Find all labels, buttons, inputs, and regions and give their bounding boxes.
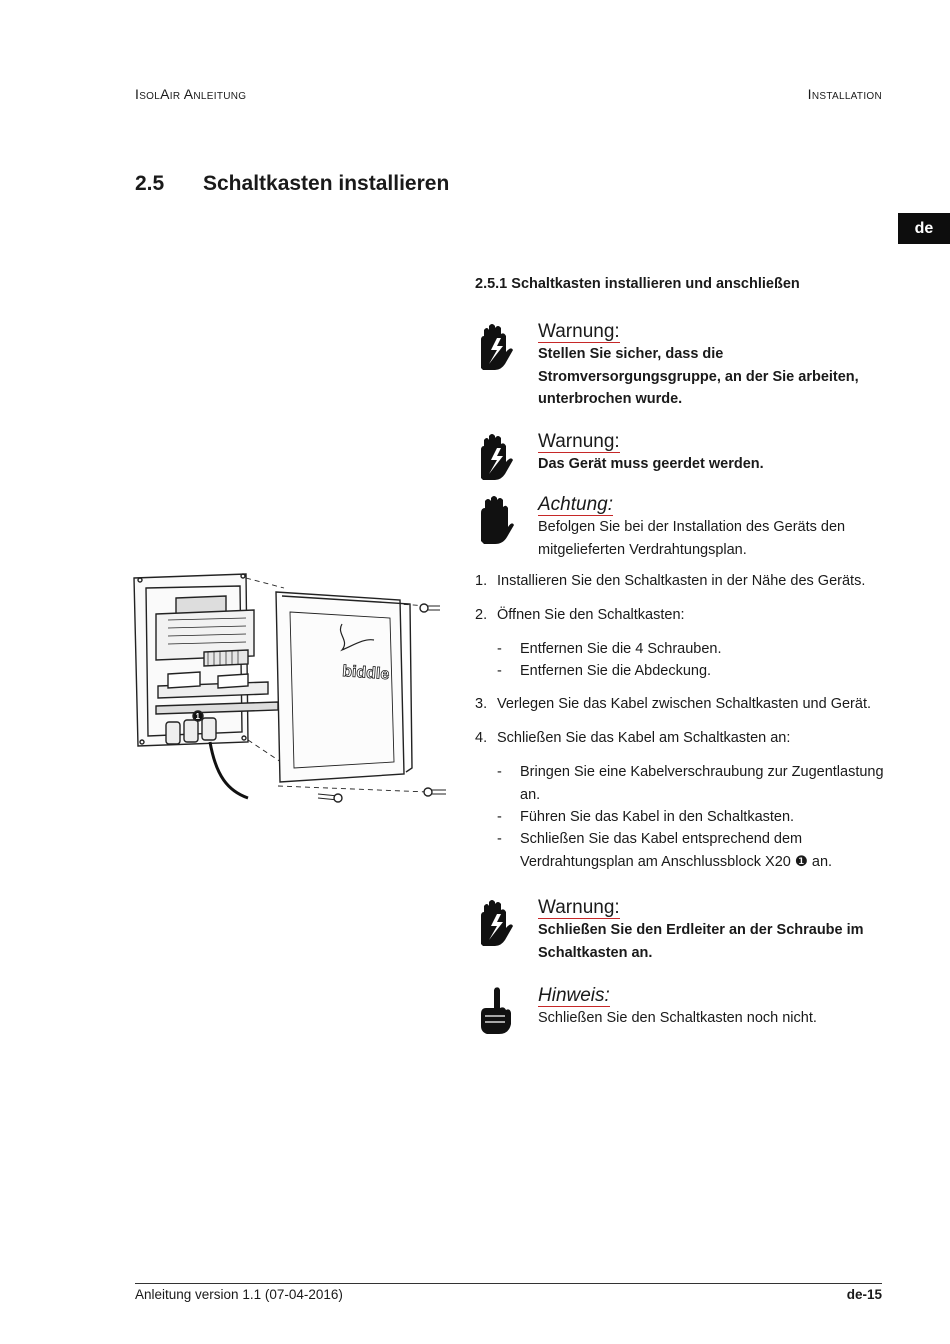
substep-text: Entfernen Sie die Abdeckung. [520,663,712,679]
substep-text: Schließen Sie das Kabel entsprechend dem Verdrahtungsplan am Anschlussblock X20 ❶ an. [520,831,833,870]
running-header-title: IsolAir Anleitung [135,86,247,102]
step-item [475,604,895,627]
notice-text: Befolgen Sie bei der Installation des Geräts den mitgelieferten Verdrahtungsplan. [538,519,846,558]
substep-dash: - [497,809,502,825]
step-item [475,693,895,716]
warning-notice-power [475,322,895,411]
substep-dash: - [497,663,502,679]
notice-heading: Hinweis: [538,985,610,1006]
step-item [475,727,895,750]
switch-box-figure [128,566,464,816]
warning-hand-icon [475,322,515,372]
warning-notice-earth-screw [475,898,895,964]
notice-text: Schließen Sie den Schaltkasten noch nicht. [538,1010,817,1026]
footer-rule [135,1283,882,1284]
section-title [135,172,449,196]
step-number: 1. [475,573,488,589]
section-number: 2.5 [135,172,165,195]
step-item [475,570,895,593]
substep-dash: - [497,831,502,847]
step-number: 3. [475,696,488,712]
page-number: de-15 [846,1287,882,1302]
running-header-chapter: Installation [807,86,882,102]
warning-hand-icon [475,898,515,948]
notice-heading: Achtung: [538,494,613,515]
substep-item [497,638,887,661]
stop-hand-icon [475,495,515,545]
warning-hand-icon [475,432,515,482]
substep-dash: - [497,641,502,657]
substep-text: Bringen Sie eine Kabelverschraubung zur Zugentlastung an. [520,764,884,803]
step-text: Schließen Sie das Kabel am Schaltkasten an: [497,730,791,746]
substep-item [497,660,887,683]
substep-text: Führen Sie das Kabel in den Schaltkasten. [520,809,795,825]
step-text: Verlegen Sie das Kabel zwischen Schaltkasten und Gerät. [497,696,872,712]
warning-notice-earth [475,432,895,476]
footer-version: Anleitung version 1.1 (07-04-2016) [135,1287,343,1302]
substep-item [497,828,887,873]
notice-heading: Warnung: [538,321,620,342]
substep-item [497,806,887,829]
figure-callout-number: 1 [195,712,200,721]
brand-logo-text: biddle [341,663,390,684]
subsection-title: 2.5.1 Schaltkasten installieren und anschließen [475,276,800,292]
step-number: 2. [475,607,488,623]
notice-heading: Warnung: [538,431,620,452]
step-number: 4. [475,730,488,746]
notice-text: Stellen Sie sicher, dass die Stromversorgungsgruppe, an der Sie arbeiten, unterbrochen wurde. [538,346,859,407]
notice-heading: Warnung: [538,897,620,918]
notice-text: Schließen Sie den Erdleiter an der Schraube im Schaltkasten an. [538,922,864,961]
caution-notice-wiring [475,495,895,561]
step-text: Installieren Sie den Schaltkasten in der Nähe des Geräts. [497,573,866,589]
switch-box-drawing [128,566,464,816]
language-tab: de [898,213,950,244]
section-title-text: Schaltkasten installieren [203,172,450,195]
pointing-hand-icon [475,986,515,1036]
notice-text: Das Gerät muss geerdet werden. [538,456,764,472]
step-text: Öffnen Sie den Schaltkasten: [497,607,685,623]
hint-notice [475,986,895,1030]
substep-item [497,761,887,806]
substep-dash: - [497,764,502,780]
substep-text: Entfernen Sie die 4 Schrauben. [520,641,722,657]
